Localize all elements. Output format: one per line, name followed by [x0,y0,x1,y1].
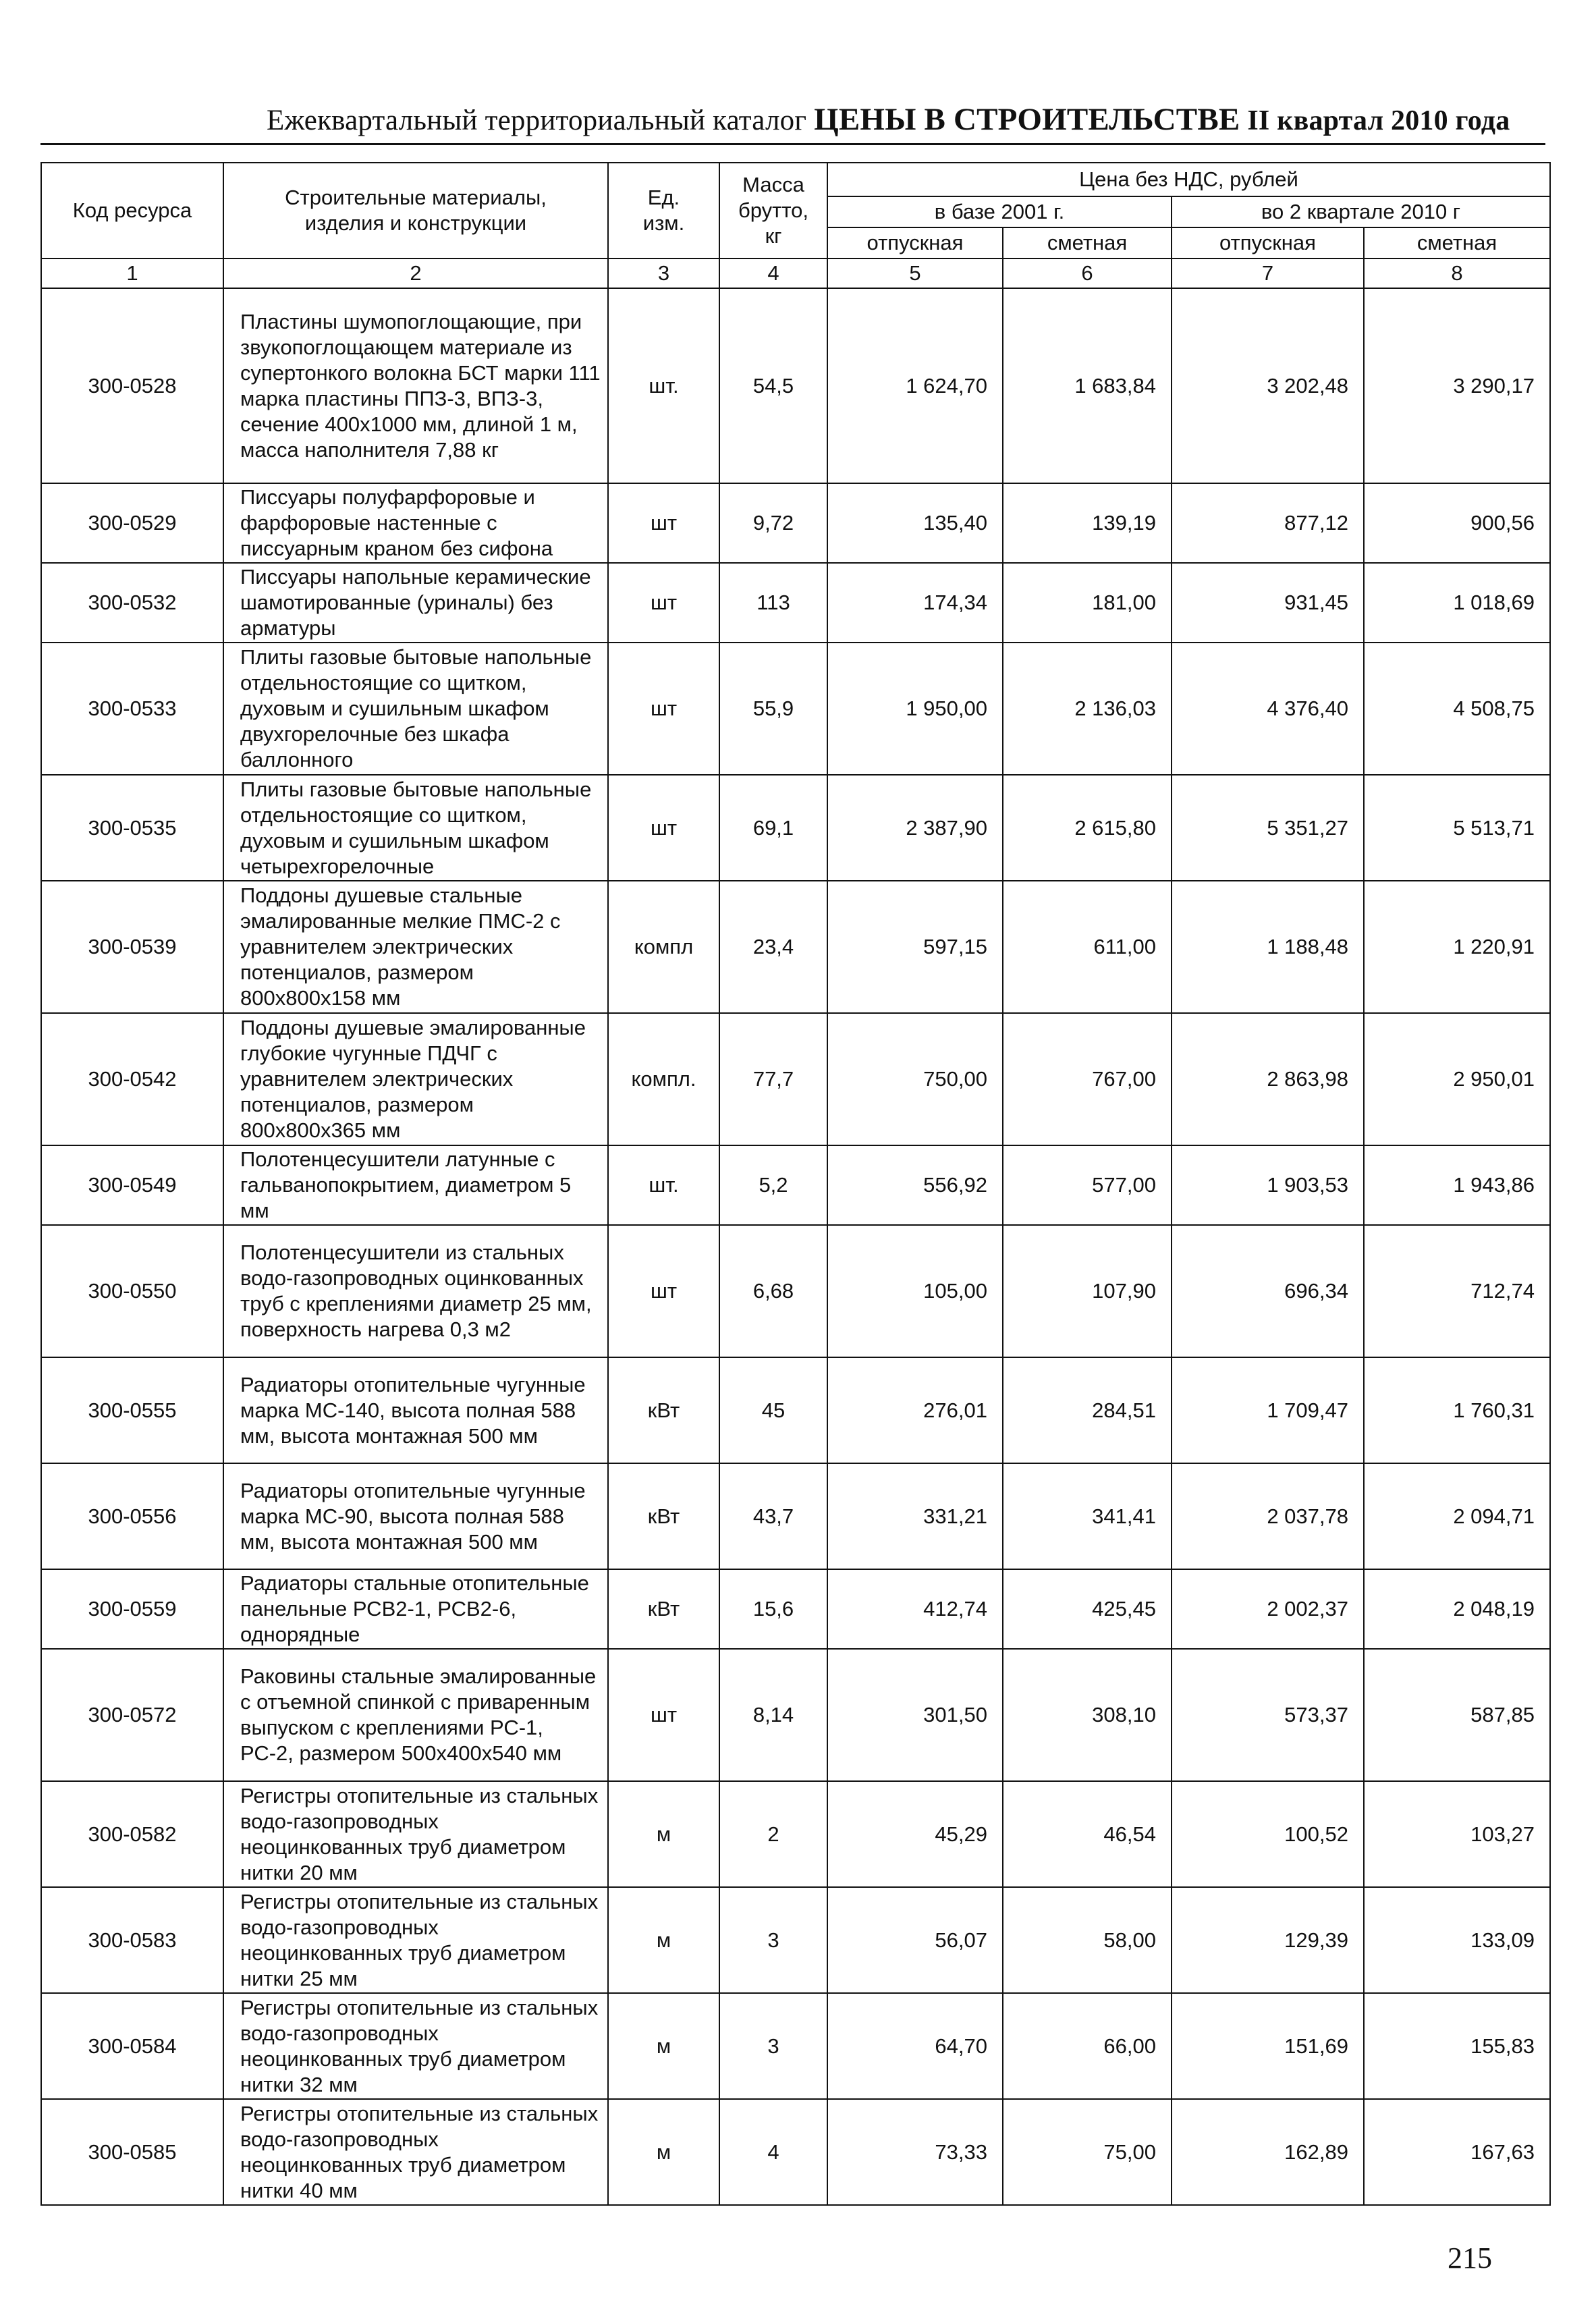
price-estimate-2010: 587,85 [1364,1649,1550,1781]
price-release-2010: 5 351,27 [1172,775,1364,881]
resource-code: 300-0539 [41,881,223,1013]
unit: шт. [608,288,719,483]
price-estimate-2010: 167,63 [1364,2099,1550,2205]
price-estimate-2010: 103,27 [1364,1781,1550,1887]
price-estimate-2001: 46,54 [1003,1781,1172,1887]
price-release-2001: 1 950,00 [827,643,1003,775]
mass: 3 [719,1887,827,1993]
mass: 5,2 [719,1145,827,1225]
col-code-header: Код ресурса [41,163,223,258]
price-release-2001: 135,40 [827,483,1003,563]
price-release-2001: 597,15 [827,881,1003,1013]
resource-code: 300-0585 [41,2099,223,2205]
table-row [41,1781,1550,1887]
unit: шт [608,1225,719,1357]
table-row [41,1357,1550,1463]
price-release-2010: 2 037,78 [1172,1463,1364,1569]
price-release-2001: 750,00 [827,1013,1003,1145]
resource-code: 300-0572 [41,1649,223,1781]
price-estimate-2010: 1 018,69 [1364,563,1550,643]
price-estimate-2001: 308,10 [1003,1649,1172,1781]
price-release-2010: 696,34 [1172,1225,1364,1357]
price-release-2010: 1 188,48 [1172,881,1364,1013]
price-estimate-2001: 2 615,80 [1003,775,1172,881]
table-row [41,1569,1550,1649]
price-release-2010: 2 002,37 [1172,1569,1364,1649]
table-row [41,1225,1550,1357]
material-name: Писсуары полуфарфоровые и фарфоровые настенные с писсуарным краном без сифона [223,483,608,563]
column-number: 4 [719,258,827,288]
price-estimate-2001: 341,41 [1003,1463,1172,1569]
column-number: 8 [1364,258,1550,288]
resource-code: 300-0528 [41,288,223,483]
material-name: Радиаторы отопительные чугунные марка МС-140, высота полная 588 мм, высота монтажная 500 мм [223,1357,608,1463]
price-release-2010: 162,89 [1172,2099,1364,2205]
price-release-2010: 2 863,98 [1172,1013,1364,1145]
unit: м [608,2099,719,2205]
col-estimate-2001-header: сметная [1003,227,1172,258]
price-group-header: Цена без НДС, рублей [827,163,1550,196]
price-estimate-2010: 2 048,19 [1364,1569,1550,1649]
mass: 54,5 [719,288,827,483]
price-estimate-2001: 425,45 [1003,1569,1172,1649]
price-release-2010: 1 903,53 [1172,1145,1364,1225]
price-estimate-2010: 133,09 [1364,1887,1550,1993]
price-release-2001: 412,74 [827,1569,1003,1649]
resource-code: 300-0542 [41,1013,223,1145]
price-estimate-2001: 284,51 [1003,1357,1172,1463]
mass: 55,9 [719,643,827,775]
table-row [41,483,1550,563]
material-name: Плиты газовые бытовые напольные отдельностоящие со щитком, духовым и сушильным шкафом четырехгорелочные [223,775,608,881]
unit: кВт [608,1357,719,1463]
resource-code: 300-0532 [41,563,223,643]
catalog-quarter: II квартал 2010 года [1247,105,1510,136]
resource-code: 300-0549 [41,1145,223,1225]
unit: кВт [608,1463,719,1569]
unit: шт [608,643,719,775]
page-header [267,101,1510,138]
material-name: Регистры отопительные из стальных водо-газопроводных неоцинкованных труб диаметром нитки 32 мм [223,1993,608,2099]
col-name-header: Строительные материалы, изделия и конструкции [223,163,608,258]
material-name: Раковины стальные эмалированные с отъемной спинкой с приваренным выпуском с креплениями РС-1, РС-2, размером 500х400х540 мм [223,1649,608,1781]
column-number: 3 [608,258,719,288]
table-row [41,563,1550,643]
price-estimate-2010: 712,74 [1364,1225,1550,1357]
table-row [41,775,1550,881]
column-number-row [41,258,1550,288]
unit: м [608,1993,719,2099]
catalog-name: Ежеквартальный территориальный каталог [267,105,807,136]
column-number: 6 [1003,258,1172,288]
price-estimate-2010: 3 290,17 [1364,288,1550,483]
table-row [41,1887,1550,1993]
price-release-2010: 931,45 [1172,563,1364,643]
price-estimate-2001: 181,00 [1003,563,1172,643]
unit: компл [608,881,719,1013]
mass: 23,4 [719,881,827,1013]
column-number: 5 [827,258,1003,288]
price-release-2010: 129,39 [1172,1887,1364,1993]
table-body [41,288,1550,2205]
price-release-2001: 556,92 [827,1145,1003,1225]
price-release-2001: 73,33 [827,2099,1003,2205]
q2-2010-header: во 2 квартале 2010 г [1172,196,1550,227]
material-name: Радиаторы стальные отопительные панельные РСВ2-1, РСВ2-6, однорядные [223,1569,608,1649]
resource-code: 300-0584 [41,1993,223,2099]
unit: м [608,1887,719,1993]
material-name: Регистры отопительные из стальных водо-газопроводных неоцинкованных труб диаметром нитки 40 мм [223,2099,608,2205]
price-estimate-2001: 2 136,03 [1003,643,1172,775]
price-release-2010: 573,37 [1172,1649,1364,1781]
table-row [41,643,1550,775]
col-release-2010-header: отпускная [1172,227,1364,258]
table-row [41,1145,1550,1225]
price-release-2010: 3 202,48 [1172,288,1364,483]
material-name: Поддоны душевые эмалированные глубокие чугунные ПДЧГ с уравнителем электрических потенциалов, размером 800х800х365 мм [223,1013,608,1145]
table-row [41,288,1550,483]
table-row [41,1993,1550,2099]
col-unit-header: Ед. изм. [608,163,719,258]
price-estimate-2010: 1 760,31 [1364,1357,1550,1463]
price-release-2001: 1 624,70 [827,288,1003,483]
material-name: Полотенцесушители из стальных водо-газопроводных оцинкованных труб с креплениями диаметр 25 мм, поверхность нагрева 0,3 м2 [223,1225,608,1357]
price-estimate-2010: 155,83 [1364,1993,1550,2099]
unit: шт [608,1649,719,1781]
price-release-2001: 56,07 [827,1887,1003,1993]
resource-code: 300-0529 [41,483,223,563]
price-estimate-2001: 58,00 [1003,1887,1172,1993]
price-release-2010: 4 376,40 [1172,643,1364,775]
price-release-2001: 105,00 [827,1225,1003,1357]
table-row [41,2099,1550,2205]
price-release-2010: 1 709,47 [1172,1357,1364,1463]
price-estimate-2001: 1 683,84 [1003,288,1172,483]
unit: шт [608,563,719,643]
price-estimate-2001: 577,00 [1003,1145,1172,1225]
column-number: 7 [1172,258,1364,288]
price-release-2010: 151,69 [1172,1993,1364,2099]
mass: 69,1 [719,775,827,881]
mass: 15,6 [719,1569,827,1649]
unit: шт [608,775,719,881]
material-name: Регистры отопительные из стальных водо-газопроводных неоцинкованных труб диаметром нитки 20 мм [223,1781,608,1887]
column-number: 1 [41,258,223,288]
mass: 6,68 [719,1225,827,1357]
price-release-2010: 877,12 [1172,483,1364,563]
price-estimate-2001: 66,00 [1003,1993,1172,2099]
price-release-2010: 100,52 [1172,1781,1364,1887]
catalog-title: ЦЕНЫ В СТРОИТЕЛЬСТВЕ [814,102,1240,137]
price-release-2001: 331,21 [827,1463,1003,1569]
col-release-2001-header: отпускная [827,227,1003,258]
price-estimate-2010: 900,56 [1364,483,1550,563]
resource-code: 300-0535 [41,775,223,881]
resource-code: 300-0533 [41,643,223,775]
material-name: Радиаторы отопительные чугунные марка МС-90, высота полная 588 мм, высота монтажная 500 мм [223,1463,608,1569]
price-release-2001: 276,01 [827,1357,1003,1463]
resource-code: 300-0583 [41,1887,223,1993]
price-release-2001: 2 387,90 [827,775,1003,881]
mass: 4 [719,2099,827,2205]
table-row [41,1463,1550,1569]
material-name: Писсуары напольные керамические шамотированные (уриналы) без арматуры [223,563,608,643]
mass: 2 [719,1781,827,1887]
column-number: 2 [223,258,608,288]
material-name: Поддоны душевые стальные эмалированные мелкие ПМС-2 с уравнителем электрических потенциалов, размером 800х800х158 мм [223,881,608,1013]
price-estimate-2001: 107,90 [1003,1225,1172,1357]
price-table [40,162,1551,2206]
mass: 43,7 [719,1463,827,1569]
material-name: Пластины шумопоглощающие, при звукопоглощающем материале из супертонкого волокна БСТ марки 111 марка пластины ППЗ-3, ВПЗ-3, сечение 400х1000 мм, длиной 1 м, масса наполнителя 7,88 кг [223,288,608,483]
resource-code: 300-0559 [41,1569,223,1649]
unit: кВт [608,1569,719,1649]
resource-code: 300-0582 [41,1781,223,1887]
col-mass-header: Масса брутто, кг [719,163,827,258]
mass: 9,72 [719,483,827,563]
price-estimate-2001: 767,00 [1003,1013,1172,1145]
price-release-2001: 45,29 [827,1781,1003,1887]
resource-code: 300-0556 [41,1463,223,1569]
price-estimate-2010: 4 508,75 [1364,643,1550,775]
price-estimate-2010: 2 950,01 [1364,1013,1550,1145]
price-estimate-2010: 1 220,91 [1364,881,1550,1013]
material-name: Полотенцесушители латунные с гальванопокрытием, диаметром 5 мм [223,1145,608,1225]
resource-code: 300-0555 [41,1357,223,1463]
table-row [41,881,1550,1013]
price-release-2001: 64,70 [827,1993,1003,2099]
price-estimate-2010: 2 094,71 [1364,1463,1550,1569]
price-estimate-2001: 611,00 [1003,881,1172,1013]
mass: 45 [719,1357,827,1463]
material-name: Плиты газовые бытовые напольные отдельностоящие со щитком, духовым и сушильным шкафом двухгорелочные без шкафа баллонного [223,643,608,775]
price-estimate-2001: 75,00 [1003,2099,1172,2205]
material-name: Регистры отопительные из стальных водо-газопроводных неоцинкованных труб диаметром нитки 25 мм [223,1887,608,1993]
unit: шт [608,483,719,563]
base-2001-header: в базе 2001 г. [827,196,1172,227]
mass: 77,7 [719,1013,827,1145]
unit: шт. [608,1145,719,1225]
table-row [41,1013,1550,1145]
price-estimate-2010: 5 513,71 [1364,775,1550,881]
price-release-2001: 174,34 [827,563,1003,643]
price-estimate-2001: 139,19 [1003,483,1172,563]
price-estimate-2010: 1 943,86 [1364,1145,1550,1225]
mass: 3 [719,1993,827,2099]
unit: компл. [608,1013,719,1145]
col-estimate-2010-header: сметная [1364,227,1550,258]
price-release-2001: 301,50 [827,1649,1003,1781]
mass: 8,14 [719,1649,827,1781]
table-row [41,1649,1550,1781]
unit: м [608,1781,719,1887]
page-number: 215 [1448,2241,1492,2275]
mass: 113 [719,563,827,643]
resource-code: 300-0550 [41,1225,223,1357]
table-head [41,163,1550,288]
header-rule [40,143,1545,145]
